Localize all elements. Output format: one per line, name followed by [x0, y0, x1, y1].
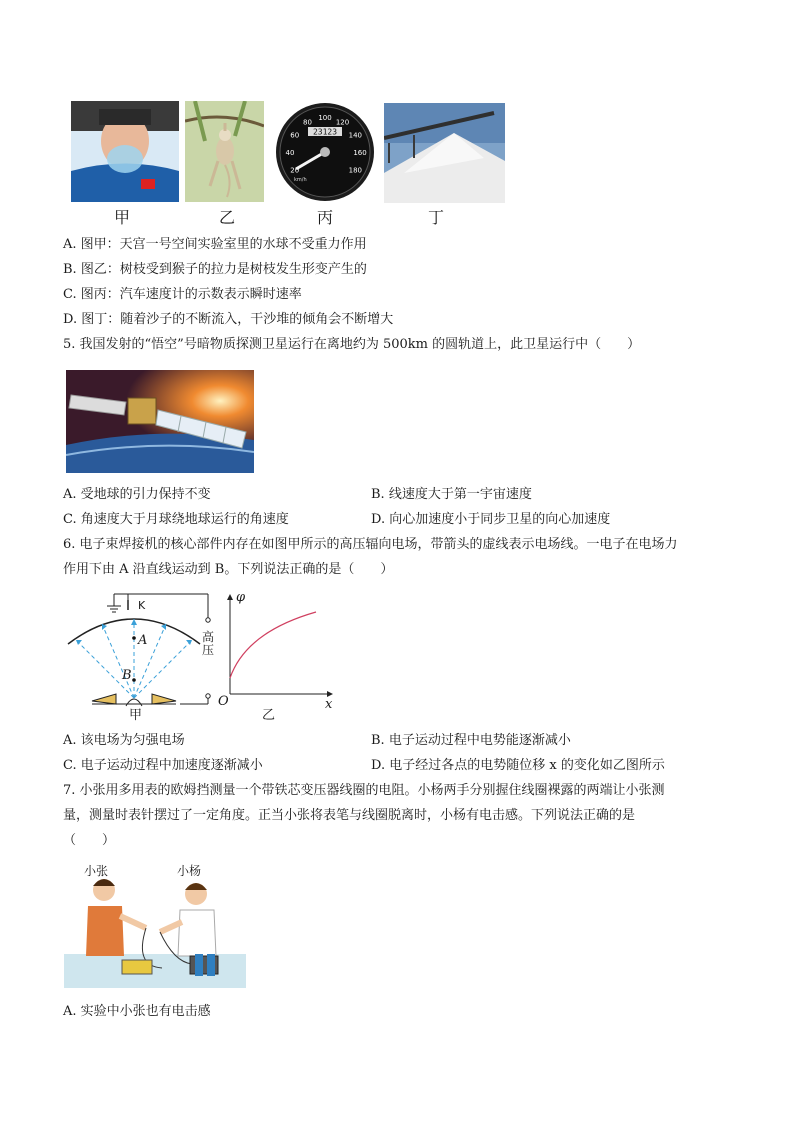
q5-option-b: B. 线速度大于第一宇宙速度	[371, 487, 532, 502]
q4-option-b: B. 图乙：树枝受到猴子的拉力是树枝发生形变产生的	[63, 262, 367, 277]
speedo-tick-label: 20	[290, 166, 300, 175]
speedo-tick-label: 140	[348, 131, 362, 140]
q7-stem-line2: 量，测量时表针摆过了一定角度。正当小张将表笔与线圈脱离时，小杨有电击感。下列说法正确的是	[63, 808, 636, 823]
speedo-tick-label: 80	[303, 118, 312, 127]
image-monkey-on-branch	[185, 101, 264, 202]
label-phi: φ	[236, 590, 246, 605]
q5-option-a: A. 受地球的引力保持不变	[63, 487, 211, 502]
label-xiaoyang: 小杨	[177, 864, 202, 878]
label-k: K	[138, 599, 146, 612]
q4-option-d: D. 图丁：随着沙子的不断流入，干沙堆的倾角会不断增大	[63, 312, 394, 327]
q5-stem: 5. 我国发射的“悟空”号暗物质探测卫星运行在离地约为 500km 的圆轨道上，此卫星运行中（ ）	[63, 337, 641, 352]
image-satellite	[66, 370, 254, 473]
q4-option-c: C. 图丙：汽车速度计的示数表示瞬时速率	[63, 287, 302, 302]
q5-option-c: C. 角速度大于月球绕地球运行的角速度	[63, 512, 289, 527]
label-x: x	[325, 697, 333, 712]
q6-option-a: A. 该电场为匀强电场	[63, 733, 185, 748]
caption-bing: 丙	[317, 208, 334, 227]
speedo-tick-label: 180	[348, 166, 362, 175]
q6-option-d: D. 电子经过各点的电势随位移 x 的变化如乙图所示	[371, 758, 665, 773]
label-a: A	[138, 633, 148, 648]
q7-option-a: A. 实验中小张也有电击感	[63, 1004, 211, 1019]
q6-stem-line2: 作用下由 A 沿直线运动到 B。下列说法正确的是（ ）	[63, 562, 394, 577]
q5-option-d: D. 向心加速度小于同步卫星的向心加速度	[371, 512, 611, 527]
speedo-tick-label: 160	[353, 149, 367, 157]
label-yi: 乙	[262, 708, 276, 723]
label-jia: 甲	[129, 708, 143, 723]
speedo-tick-label: 120	[335, 118, 350, 127]
image-speedometer	[274, 101, 376, 202]
image-astronaut-water-ball	[71, 101, 179, 202]
graph-phi-vs-x	[216, 590, 336, 718]
speedo-tick-label: 60	[290, 131, 300, 140]
speedo-tick-label: 100	[318, 114, 332, 122]
speedo-odometer: 23123	[312, 127, 338, 137]
q7-stem-line1: 7. 小张用多用表的欧姆挡测量一个带铁芯变压器线圈的电阻。小杨两手分别握住线圈裸露的两端让小张测	[63, 783, 665, 798]
speedo-tick-label: 40	[285, 149, 295, 157]
caption-yi: 乙	[219, 208, 236, 227]
q4-option-a: A. 图甲：天宫一号空间实验室里的水球不受重力作用	[63, 237, 367, 252]
label-high-voltage: 高压	[202, 630, 215, 657]
image-sand-pile	[384, 103, 505, 203]
label-origin: O	[218, 694, 229, 709]
speedo-unit: km/h	[294, 177, 307, 183]
caption-ding: 丁	[428, 208, 445, 227]
label-b: B	[122, 668, 132, 683]
caption-jia: 甲	[114, 208, 131, 227]
q6-option-c: C. 电子运动过程中加速度逐渐减小	[63, 758, 263, 773]
q6-stem-line1: 6. 电子束焊接机的核心部件内存在如图甲所示的高压辐向电场，带箭头的虚线表示电场线。一电子在电场力	[63, 537, 678, 552]
label-xiaozhang: 小张	[84, 864, 109, 878]
q6-option-b: B. 电子运动过程中电势能逐渐减小	[371, 733, 571, 748]
q7-stem-line3: （ ）	[63, 833, 116, 848]
